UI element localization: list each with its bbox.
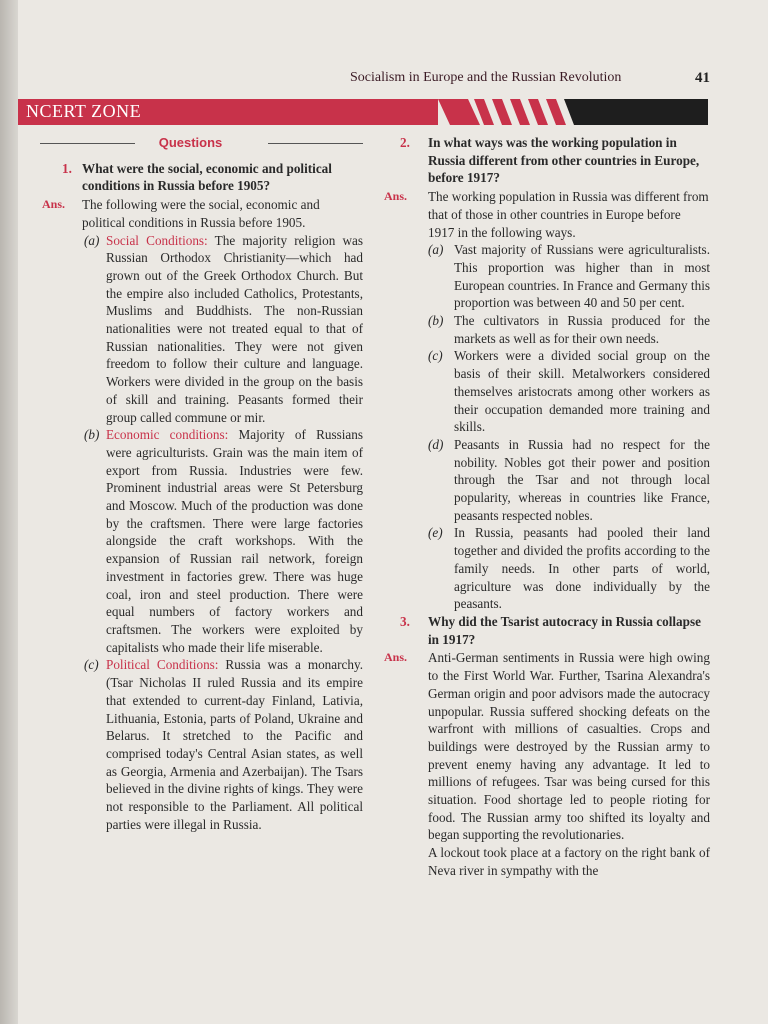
item-letter: (c) (84, 657, 99, 673)
item-text: Workers were a divided social group on the basis of their skill. Metalworkers considered themselves aristocrats among other workers as their occupation demanded more training and skills. (454, 348, 710, 435)
item-text: Russia was a monarchy. (Tsar Nicholas II ruled Russia and its empire that extended to current-day Finland, Lativia, Lithuania, Estonia, parts of Poland, Ukraine and Belarus. It stretched to the Pacific and comprised today's Central Asian states, as well as Georgia, Armenia and Azerbaijan). The Tsars believed in the divine rights of kings. They were not responsible to the Parliament. All political parties were illegal in Russia. (106, 657, 363, 832)
question-number: 1. (62, 160, 72, 176)
item-letter: (a) (428, 242, 444, 258)
right-column (380, 134, 710, 880)
left-column (18, 134, 363, 833)
answer-1-item-c (18, 656, 363, 833)
question-1 (18, 160, 363, 195)
item-text: The cultivators in Russia produced for the markets as well as for their own needs. (454, 313, 710, 346)
answer-2-intro (380, 188, 710, 241)
item-heading: Social Conditions: (106, 232, 208, 248)
book-spine (0, 0, 18, 1024)
answer-label: Ans. (384, 189, 408, 204)
answer-2-item-a (380, 241, 710, 312)
questions-heading: Questions (18, 134, 363, 152)
banner-label: NCERT ZONE (26, 101, 142, 121)
question-text: What were the social, economic and political conditions in Russia before 1905? (82, 160, 332, 194)
answer-label: Ans. (42, 197, 66, 212)
answer-label: Ans. (384, 650, 408, 665)
question-number: 2. (400, 135, 410, 150)
question-3 (380, 613, 710, 648)
page-number: 41 (695, 70, 710, 86)
answer-text: The following were the social, economic and political conditions in Russia before 1905. (82, 197, 320, 230)
answer-text: The working population in Russia was different from that of those in other countries in Europe before 1917 in the following ways. (428, 189, 709, 240)
item-text: Vast majority of Russians were agriculturalists. This proportion was higher than in most European countries. In France and Germany this proportion was between 40 and 50 per cent. (454, 242, 710, 311)
ncert-zone-banner (18, 99, 708, 125)
answer-text: Anti-German sentiments in Russia were high owing to the First World War. Further, Tsarina Alexandra's German origin and poor advisors made the autocracy unpopular. Russia suffered shocking defeats on the warfront with millions of casualties. Crops and buildings were destroyed by the Russian army to prevent enemy having any advantage. It led to millions of refugees. Tsar was being cursed for this situation. Food shortage led to people rioting for food. The Russian army too shifted its loyalty and began supporting the revolutionaries. (428, 650, 710, 843)
question-text: Why did the Tsarist autocracy in Russia collapse in 1917? (428, 613, 701, 647)
chapter-title: Socialism in Europe and the Russian Revolution (350, 70, 622, 85)
answer-2-item-e (380, 524, 710, 613)
item-letter: (b) (428, 313, 444, 329)
banner-stripes (438, 99, 578, 125)
question-text: In what ways was the working population in Russia different from other countries in Europe, before 1917? (428, 135, 700, 186)
answer-3 (380, 649, 710, 844)
item-letter: (d) (428, 436, 444, 452)
item-text: The majority religion was Russian Orthodox Christianity—which had grown out of the Greek Orthodox Church. But the empire also included Catholics, Protestants, Muslims and Buddhists. The non-Russian nationalities were not treated equal to that of Russian nationalities. They were not given freedom to follow their culture and language. Workers were divided in the group on the basis of skill and training. Peasants formed their group called commune or mir. (106, 232, 363, 425)
answer-1-item-a (18, 232, 363, 427)
item-text: Majority of Russians were agriculturists. Grain was the main item of export from Russia. Industries were few. Prominent industrial areas were St Petersburg and Moscow. Much of the production was done by the craftsmen. There were large factories alongside the craft workshops. With the expansion of Russian rail network, foreign investment in factories grew. There was huge coal, iron and steel production. There were equal numbers of factory workers and craftsmen. The workers were exploited by capitalists who made their life miserable. (106, 427, 363, 655)
answer-1-intro (18, 196, 363, 231)
question-number: 3. (400, 613, 410, 629)
item-heading: Economic conditions: (106, 427, 229, 443)
item-letter: (b) (84, 427, 100, 443)
answer-3-continued: A lockout took place at a factory on the right bank of Neva river in sympathy with the (428, 845, 710, 878)
banner-black-bar (578, 99, 708, 125)
answer-2-item-d (380, 436, 710, 525)
item-heading: Political Conditions: (106, 657, 219, 673)
item-text: In Russia, peasants had pooled their land together and divided the profits according to the family needs. In other parts of world, agriculture was done individually by the peasants. (454, 525, 710, 612)
answer-2-item-b (380, 312, 710, 347)
question-2 (380, 134, 710, 187)
answer-2-item-c (380, 347, 710, 436)
item-text: Peasants in Russia had no respect for the nobility. Nobles got their power and position through the Tsar and not through local popularity, whereas in countries like France, peasants respected nobles. (454, 436, 710, 523)
answer-1-item-b (18, 426, 363, 656)
item-letter: (e) (428, 525, 443, 541)
item-letter: (c) (428, 348, 443, 364)
item-letter: (a) (84, 232, 100, 248)
